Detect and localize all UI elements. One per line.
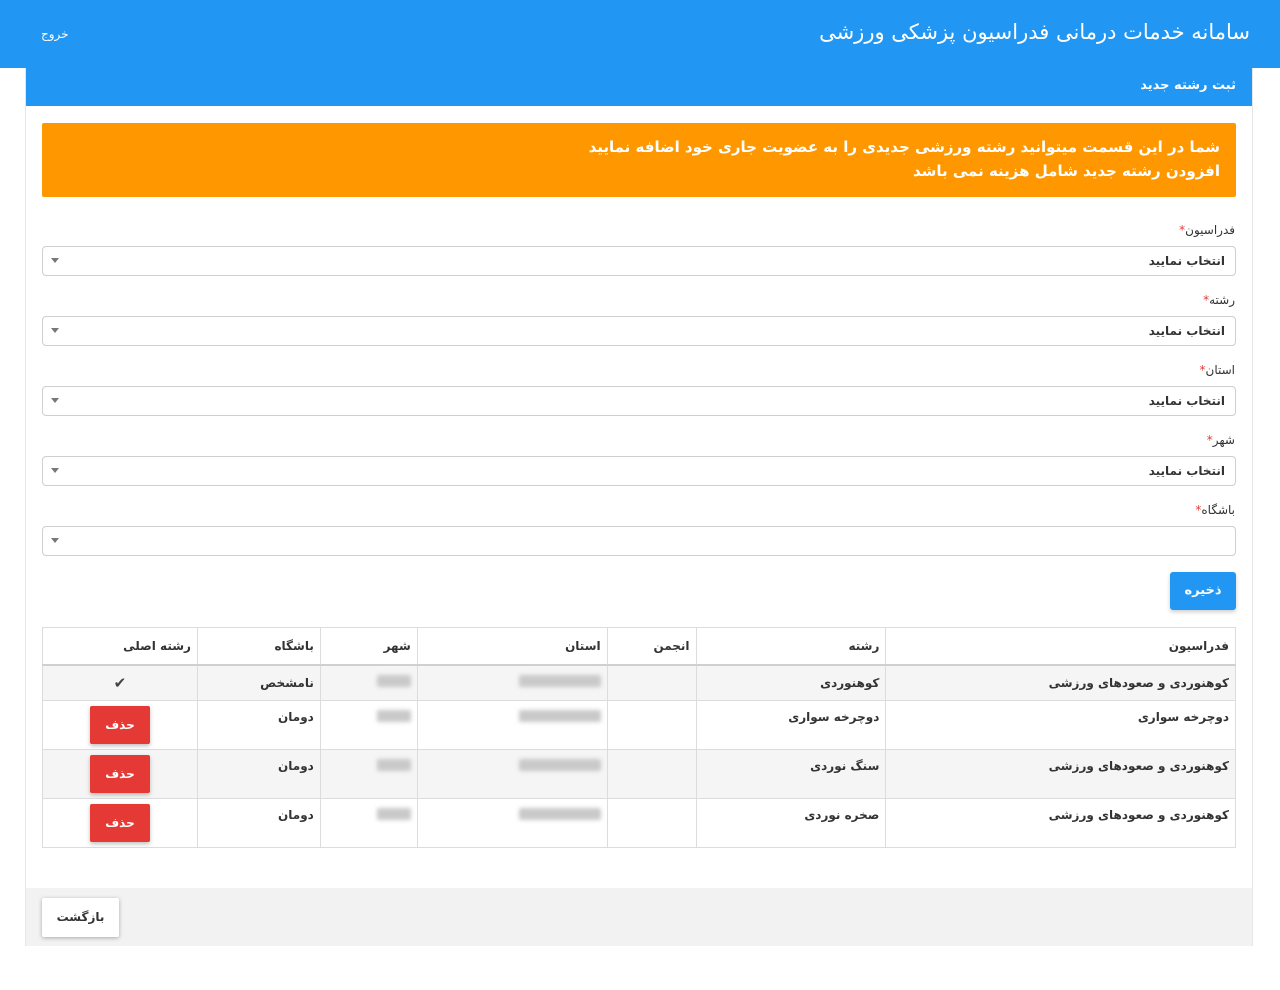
chevron-down-icon bbox=[51, 258, 59, 263]
redacted-text bbox=[519, 675, 601, 687]
delete-button[interactable]: حذف bbox=[90, 755, 150, 793]
col-main-discipline: رشته اصلی bbox=[43, 628, 198, 665]
required-mark: * bbox=[1199, 363, 1206, 377]
cell-province bbox=[417, 799, 607, 848]
redacted-text bbox=[377, 710, 411, 722]
cell-club: نامشخص bbox=[197, 665, 320, 701]
table-header-row bbox=[43, 628, 1236, 665]
chevron-down-icon bbox=[51, 538, 59, 543]
redacted-text bbox=[377, 759, 411, 771]
col-discipline: رشته bbox=[696, 628, 886, 665]
delete-button[interactable]: حذف bbox=[90, 706, 150, 744]
card-header bbox=[26, 68, 1252, 106]
cell-federation: کوهنوردی و صعودهای ورزشی bbox=[886, 750, 1236, 799]
federation-label-text: فدراسیون bbox=[1185, 223, 1235, 237]
discipline-select[interactable] bbox=[42, 316, 1236, 346]
delete-button[interactable]: حذف bbox=[90, 804, 150, 842]
cell-federation: دوچرخه سواری bbox=[886, 701, 1236, 750]
redacted-text bbox=[519, 710, 601, 722]
province-label bbox=[1197, 363, 1235, 377]
cell-city bbox=[320, 750, 417, 799]
discipline-label bbox=[1200, 293, 1235, 307]
redacted-text bbox=[519, 759, 601, 771]
cell-city bbox=[320, 701, 417, 750]
cell-association bbox=[607, 701, 696, 750]
cell-discipline: صخره نوردی bbox=[696, 799, 886, 848]
city-label-text: شهر bbox=[1212, 433, 1235, 447]
club-label bbox=[1192, 503, 1235, 517]
cell-discipline: کوهنوردی bbox=[696, 665, 886, 701]
federation-label bbox=[1176, 223, 1235, 237]
cell-club: دومان bbox=[197, 750, 320, 799]
discipline-label-text: رشته bbox=[1209, 293, 1235, 307]
required-mark: * bbox=[1203, 293, 1210, 307]
cell-association bbox=[607, 665, 696, 701]
federation-select[interactable] bbox=[42, 246, 1236, 276]
redacted-text bbox=[377, 675, 411, 687]
cell-discipline: دوچرخه سواری bbox=[696, 701, 886, 750]
col-city: شهر bbox=[320, 628, 417, 665]
cell-association bbox=[607, 750, 696, 799]
memberships-table bbox=[42, 627, 1236, 848]
check-icon: ✔ bbox=[113, 673, 127, 692]
card-title: ثبت رشته جدید bbox=[1140, 78, 1236, 93]
table-row bbox=[43, 799, 1236, 848]
cell-club: دومان bbox=[197, 799, 320, 848]
province-label-text: استان bbox=[1205, 363, 1235, 377]
card-footer bbox=[26, 888, 1252, 946]
city-select-value: انتخاب نمایید bbox=[1148, 464, 1225, 478]
form-card bbox=[25, 68, 1253, 946]
discipline-select-value: انتخاب نمایید bbox=[1148, 324, 1225, 338]
logout-link[interactable]: خروج bbox=[41, 27, 69, 41]
table-row bbox=[43, 665, 1236, 701]
required-mark: * bbox=[1206, 433, 1213, 447]
chevron-down-icon bbox=[51, 468, 59, 473]
cell-federation: کوهنوردی و صعودهای ورزشی bbox=[886, 799, 1236, 848]
cell-federation: کوهنوردی و صعودهای ورزشی bbox=[886, 665, 1236, 701]
info-alert bbox=[42, 123, 1236, 197]
redacted-text bbox=[519, 808, 601, 820]
cell-main bbox=[43, 665, 198, 701]
cell-club: دومان bbox=[197, 701, 320, 750]
table-row bbox=[43, 701, 1236, 750]
alert-line-2: افزودن رشته جدید شامل هزینه نمی باشد bbox=[912, 162, 1220, 180]
col-federation: فدراسیون bbox=[886, 628, 1236, 665]
top-app-bar bbox=[0, 0, 1280, 68]
cell-province bbox=[417, 701, 607, 750]
cell-province bbox=[417, 665, 607, 701]
cell-association bbox=[607, 799, 696, 848]
province-select[interactable] bbox=[42, 386, 1236, 416]
save-button[interactable]: ذخیره bbox=[1170, 572, 1236, 610]
chevron-down-icon bbox=[51, 398, 59, 403]
cell-province bbox=[417, 750, 607, 799]
cell-discipline: سنگ نوردی bbox=[696, 750, 886, 799]
required-mark: * bbox=[1179, 223, 1186, 237]
cell-main bbox=[43, 799, 198, 848]
col-association: انجمن bbox=[607, 628, 696, 665]
col-province: استان bbox=[417, 628, 607, 665]
back-button[interactable]: بازگشت bbox=[42, 898, 119, 937]
col-club: باشگاه bbox=[197, 628, 320, 665]
table-row bbox=[43, 750, 1236, 799]
city-label bbox=[1204, 433, 1235, 447]
club-select[interactable] bbox=[42, 526, 1236, 556]
club-label-text: باشگاه bbox=[1201, 503, 1235, 517]
redacted-text bbox=[377, 808, 411, 820]
province-select-value: انتخاب نمایید bbox=[1148, 394, 1225, 408]
app-title: سامانه خدمات درمانی فدراسیون پزشکی ورزشی bbox=[819, 20, 1250, 44]
alert-line-1: شما در این قسمت میتوانید رشته ورزشی جدیدی را به عضویت جاری خود اضافه نمایید bbox=[588, 138, 1220, 156]
cell-main bbox=[43, 750, 198, 799]
federation-select-value: انتخاب نمایید bbox=[1148, 254, 1225, 268]
cell-city bbox=[320, 665, 417, 701]
city-select[interactable] bbox=[42, 456, 1236, 486]
required-mark: * bbox=[1195, 503, 1202, 517]
cell-city bbox=[320, 799, 417, 848]
cell-main bbox=[43, 701, 198, 750]
chevron-down-icon bbox=[51, 328, 59, 333]
